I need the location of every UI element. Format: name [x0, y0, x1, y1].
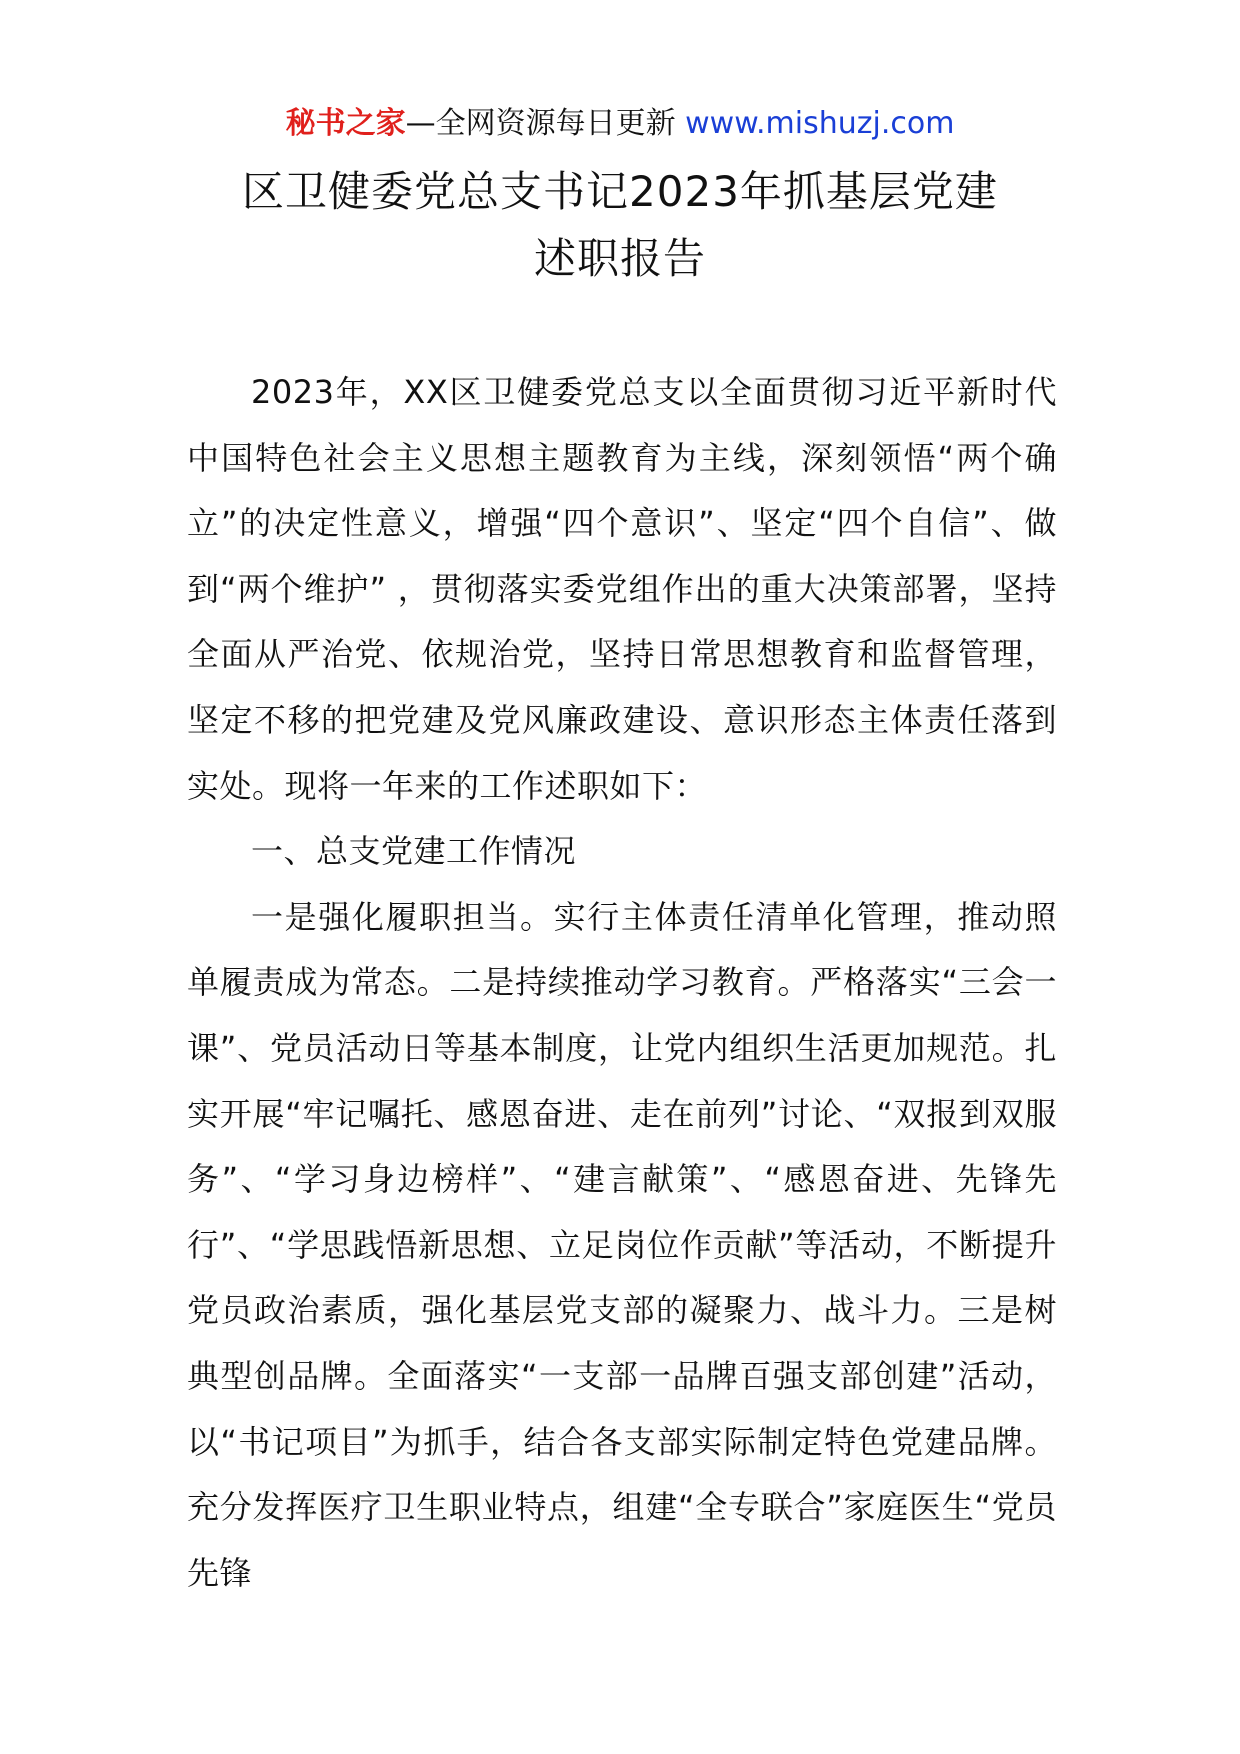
website-link[interactable]: www.mishuzj.com	[685, 106, 955, 141]
intro-paragraph: 2023年，XX区卫健委党总支以全面贯彻习近平新时代中国特色社会主义思想主题教育为主线，深刻领悟“两个确立”的决定性意义，增强“四个意识”、坚定“四个自信”、做到“两个维护” ，贯彻落实委党组作出的重大决策部署，坚持全面从严治党、依规治党，坚持日常思想教育和监督管理，坚定不移的把党建及党风廉政建设、意识形态主体责任落到实处。现将一年来的工作述职如下：	[187, 373, 1057, 805]
watermark-tagline: —全网资源每日更新	[405, 106, 686, 141]
section-heading: 一、总支党建工作情况	[251, 832, 577, 871]
body-paragraph: 一是强化履职担当。实行主体责任清单化管理，推动照单履责成为常态。二是持续推动学习教育。严格落实“三会一课”、党员活动日等基本制度，让党内组织生活更加规范。扎实开展“牢记嘱托、感恩奋进、走在前列”讨论、“双报到双服务”、“学习身边榜样”、“建言献策”、“感恩奋进、先锋先行”、“学思践悟新思想、立足岗位作贡献”等活动，不断提升党员政治素质，强化基层党支部的凝聚力、战斗力。三是树典型创品牌。全面落实“一支部一品牌百强支部创建”活动，以“书记项目”为抓手，结合各支部实际制定特色党建品牌。充分发挥医疗卫生职业特点，组建“全专联合”家庭医生“党员先锋	[187, 897, 1057, 1592]
brand-name: 秘书之家	[285, 106, 406, 141]
document-title-line-1: 区卫健委党总支书记2023年抓基层党建	[242, 167, 998, 216]
source-watermark	[0, 104, 1240, 144]
document-title-line-2: 述职报告	[533, 234, 706, 283]
document-body	[187, 360, 1057, 1606]
